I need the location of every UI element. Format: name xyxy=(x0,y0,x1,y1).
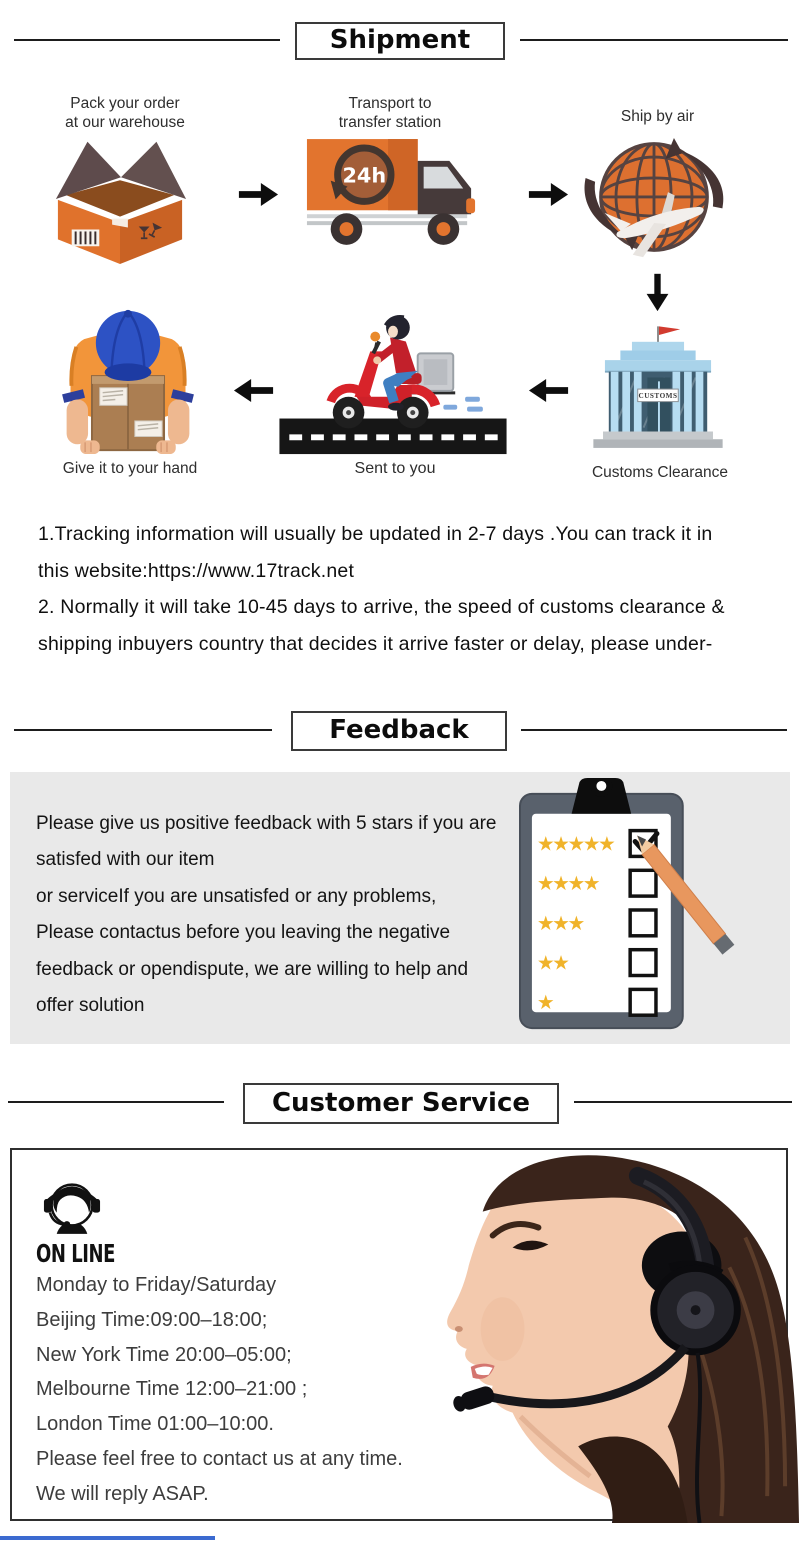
stars-row-5: ★★★★★ xyxy=(536,832,614,856)
truck-24h-icon xyxy=(303,131,481,250)
support-agent-photo xyxy=(430,1148,800,1523)
feedback-line: satisfed with our item xyxy=(36,849,215,871)
step-label-sent: Sent to you xyxy=(354,460,436,477)
feedback-line: Please give us positive feedback with 5 stars if you are xyxy=(36,813,497,834)
header-line-left xyxy=(8,1101,224,1103)
step-label-line: transfer station xyxy=(338,114,442,131)
cs-line: Please feel free to contact us at any time. xyxy=(36,1447,403,1470)
arrow-left-icon xyxy=(528,376,570,405)
arrow-left-icon xyxy=(233,376,275,405)
customs-building-icon xyxy=(576,322,740,460)
customer-service-section-title: Customer Service xyxy=(243,1083,559,1124)
note-line: shipping inbuyers country that decides it arrive faster or delay, please under- xyxy=(38,632,713,655)
feedback-line: feedback or opendispute, we are willing to help and xyxy=(36,958,469,980)
feedback-text xyxy=(36,806,516,1024)
feedback-line: Please contactus before you leaving the negative xyxy=(36,922,451,944)
step-label-line: Ship by air xyxy=(620,108,695,125)
header-line-right xyxy=(574,1101,792,1103)
step-label-line: Transport to xyxy=(348,95,432,112)
open-box-icon xyxy=(36,126,204,264)
step-label-transport xyxy=(300,94,480,132)
header-line-left xyxy=(14,39,280,41)
globe-airplane-icon xyxy=(578,122,730,270)
checkbox-2-star xyxy=(630,950,656,976)
cs-line: Monday to Friday/Saturday xyxy=(36,1274,277,1296)
step-label-hand: Give it to your hand xyxy=(62,460,198,477)
stars-row-2: ★★ xyxy=(536,951,568,975)
step-label-line: at our warehouse xyxy=(65,114,185,131)
feedback-line: or serviceIf you are unsatisfed or any problems, xyxy=(36,885,437,907)
online-operator-icon xyxy=(38,1176,106,1234)
stars-row-1: ★ xyxy=(536,991,553,1015)
delivery-scooter-icon xyxy=(278,302,508,460)
cs-line: London Time 01:00–10:00. xyxy=(36,1413,274,1436)
shipment-notes xyxy=(38,516,768,662)
arrow-right-icon xyxy=(527,180,569,209)
bottom-blue-line xyxy=(0,1536,215,1540)
arrow-down-icon xyxy=(643,272,672,312)
cs-line: We will reply ASAP. xyxy=(36,1482,209,1505)
cs-line: New York Time 20:00–05:00; xyxy=(36,1343,292,1366)
truck-24h-badge: 24h xyxy=(342,163,387,188)
rating-clipboard-icon xyxy=(512,778,790,1041)
stars-row-4: ★★★★ xyxy=(536,872,599,896)
note-line: 2. Normally it will take 10-45 days to arrive, the speed of customs clearance & xyxy=(38,596,725,619)
step-label-customs: Customs Clearance xyxy=(591,464,729,481)
customs-sign-text: CUSTOMS xyxy=(638,392,678,401)
header-line-right xyxy=(521,729,787,731)
checkbox-4-star xyxy=(630,870,656,896)
header-line-right xyxy=(520,39,788,41)
online-label: ON LINE xyxy=(36,1238,116,1268)
step-label-line: Pack your order xyxy=(70,95,180,112)
checkbox-3-star xyxy=(630,910,656,936)
note-line: this website:https://www.17track.net xyxy=(38,559,355,582)
cs-line: Beijing Time:09:00–18:00; xyxy=(36,1308,268,1331)
customer-service-lines xyxy=(36,1268,466,1512)
cs-line: Melbourne Time 12:00–21:00 ; xyxy=(36,1378,308,1401)
arrow-right-icon xyxy=(237,180,279,209)
stars-row-3: ★★★ xyxy=(536,911,583,935)
feedback-line: offer solution xyxy=(36,995,145,1017)
shipment-section-title: Shipment xyxy=(295,22,505,60)
feedback-section-title: Feedback xyxy=(291,711,507,751)
checkbox-1-star xyxy=(630,989,656,1015)
delivery-man-icon xyxy=(52,304,204,456)
header-line-left xyxy=(14,729,272,731)
note-line: 1.Tracking information will usually be updated in 2-7 days .You can track it in xyxy=(38,523,713,545)
